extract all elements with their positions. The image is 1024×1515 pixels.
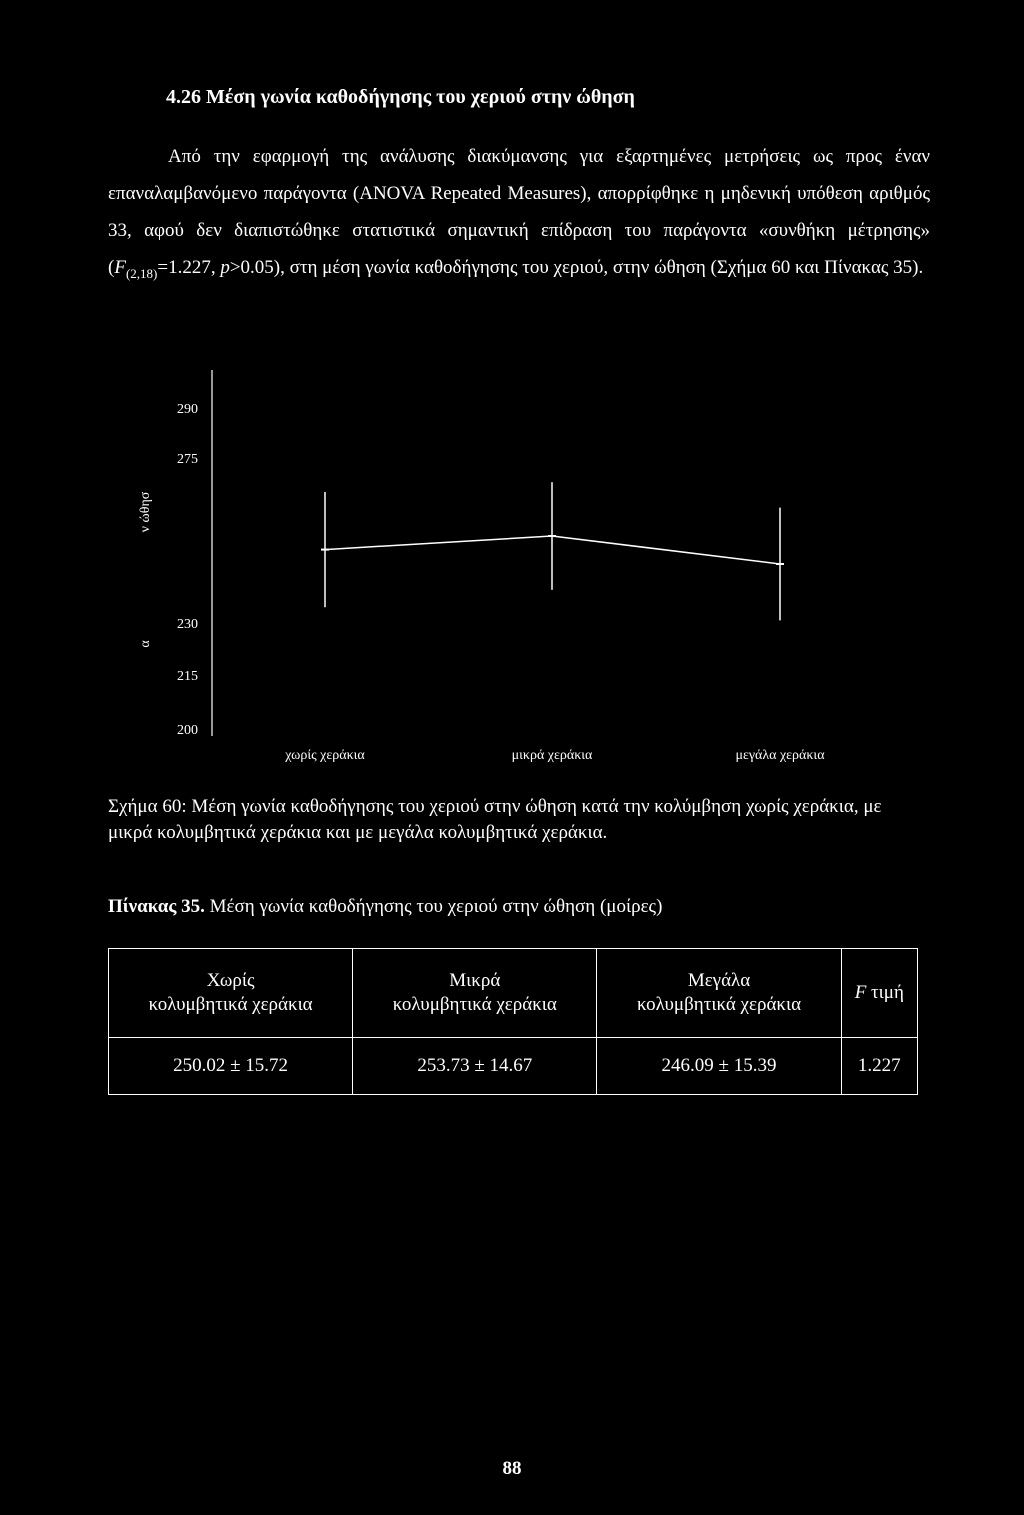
f-symbol: F (114, 257, 126, 278)
section-heading: 4.26 Μέση γωνία καθοδήγησης του χεριού στην ώθηση (166, 86, 635, 108)
table-title-text: Μέση γωνία καθοδήγησης του χεριού στην ώθηση (μοίρες) (204, 896, 663, 917)
header-text: Μικρά (449, 970, 501, 991)
x-label-1: χωρίς χεράκια (285, 748, 365, 763)
cell-small-paddles: 253.73 ± 14.67 (353, 1038, 597, 1095)
header-text: κολυμβητικά χεράκια (392, 994, 557, 1015)
table-row (109, 1038, 918, 1095)
intro-text-1: Από την εφαρμογή της ανάλυσης διακύμανσης για εξαρτημένες μετρήσεις ως προς έναν επαναλαμβανόμενο παράγοντα (ANOVA Repeated Measures), απορρίφθηκε η μηδενική υπόθεση αριθμός 33, αφού δεν διαπιστώθηκε στατιστικά σημαντική επίδραση του παράγοντα «συνθήκη μέτρησης» ( (108, 146, 930, 278)
y-tick-275: 275 (177, 452, 198, 467)
header-text: Μεγάλα (687, 970, 751, 991)
y-tick-215: 215 (177, 669, 198, 684)
intro-text-2: >0.05), στη μέση γωνία καθοδήγησης του χεριού, στην ώθηση (Σχήμα 60 και Πίνακας 35). (229, 257, 924, 278)
p-symbol: p (220, 257, 230, 278)
header-large-paddles (597, 949, 841, 1038)
table-title (108, 896, 662, 918)
table-header-row (109, 949, 918, 1038)
results-table (108, 948, 918, 1095)
y-label-top: ν ώθησ (138, 491, 153, 533)
f-degrees: (2,18) (125, 265, 158, 281)
figure-caption: Σχήμα 60: Μέση γωνία καθοδήγησης του χεριού στην ώθηση κατά την κολύμβηση χωρίς χεράκια, με μικρά κολυμβητικά χεράκια και με μεγάλα κολυμβητικά χεράκια. (108, 796, 882, 843)
header-small-paddles (353, 949, 597, 1038)
y-tick-230: 230 (177, 617, 198, 632)
header-text: κολυμβητικά χεράκια (148, 994, 313, 1015)
cell-f-value: 1.227 (841, 1038, 917, 1095)
y-tick-290: 290 (177, 402, 198, 417)
cell-large-paddles: 246.09 ± 15.39 (597, 1038, 841, 1095)
cell-no-paddles: 250.02 ± 15.72 (109, 1038, 353, 1095)
intro-paragraph (108, 138, 930, 292)
x-label-3: μεγάλα χεράκια (735, 748, 825, 763)
header-text: κολυμβητικά χεράκια (636, 994, 802, 1015)
header-text: τιμή (871, 982, 904, 1003)
figure-60-chart (0, 360, 1024, 780)
header-text: Χωρίς (206, 970, 255, 991)
x-label-2: μικρά χεράκια (511, 748, 593, 763)
header-no-paddles (109, 949, 353, 1038)
chart-marks (321, 482, 784, 620)
page-number: 88 (502, 1458, 522, 1479)
table-title-label: Πίνακας 35. (108, 896, 205, 917)
f-value: =1.227, (157, 257, 221, 278)
header-text: F (854, 982, 867, 1003)
y-tick-200: 200 (177, 723, 198, 738)
y-label-bottom: α (138, 640, 153, 648)
header-f-value (841, 949, 917, 1038)
